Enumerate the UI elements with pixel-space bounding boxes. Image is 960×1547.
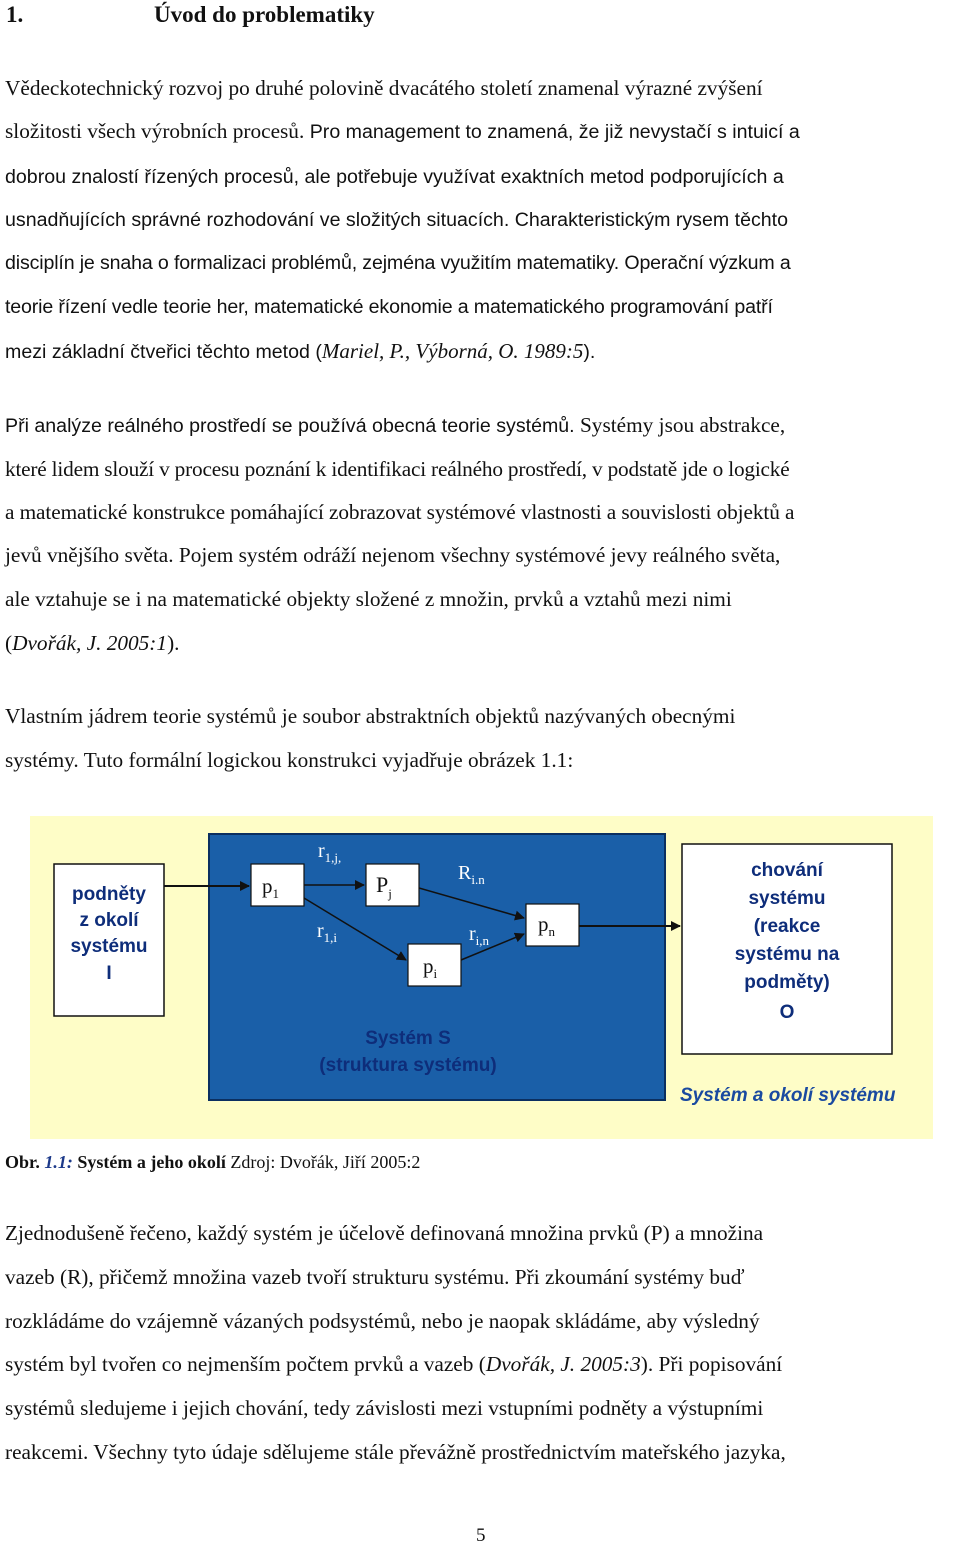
text-line: systémů sledujeme i jejich chování, tedy závislosti mezi vstupními podněty a výstupními <box>5 1396 764 1420</box>
output-line: systému na <box>734 944 840 965</box>
node-pn-label: $p_n$ <box>538 912 555 939</box>
text-span: ). <box>167 631 180 655</box>
input-line: systému <box>70 936 148 957</box>
figure-caption <box>5 1152 420 1173</box>
edge-Rin-label: $R_{i.n}$ <box>458 862 485 887</box>
output-line: podměty) <box>744 972 830 993</box>
caption-label: Obr. <box>5 1152 40 1172</box>
citation: Mariel, P., Výborná, O. 1989:5 <box>321 339 584 363</box>
text-line <box>5 1351 782 1377</box>
input-line: podněty <box>72 884 146 905</box>
text-span: mezi základní čtveřici těchto metod ( <box>5 341 322 363</box>
node-pj <box>366 864 419 906</box>
text-line: teorie řízení vedle teorie her, matematické ekonomie a matematického programování patří <box>5 296 773 318</box>
edge-r1j-label: $r_{1,j,}$ <box>318 840 342 865</box>
text-line: systémy. Tuto formální logickou konstrukci vyjadřuje obrázek 1.1: <box>5 748 574 772</box>
text-line: usnadňujících správné rozhodování ve složitých situacích. Charakteristickým rysem těchto <box>5 209 789 231</box>
text-span: ). Při popisování <box>640 1352 783 1376</box>
text-line: ale vztahuje se i na matematické objekty složené z množin, prvků a vztahů mezi nimi <box>5 587 732 611</box>
edge-rin-label: $r_{i,n}$ <box>469 923 490 948</box>
caption-source: Zdroj: Dvořák, Jiří 2005:2 <box>230 1152 421 1172</box>
text-line: Vlastním jádrem teorie systémů je soubor abstraktních objektů nazývaných obecnými <box>5 704 736 728</box>
text-line: Vědeckotechnický rozvoj po druhé polovině dvacátého století znamenal výrazné zvýšení <box>5 76 763 100</box>
node-p1-label: $p_1$ <box>262 874 279 901</box>
output-line: O <box>779 1002 795 1023</box>
input-line: z okolí <box>79 910 139 931</box>
page-number: 5 <box>476 1525 486 1546</box>
text-line <box>5 338 595 365</box>
node-pj-label: $P_j$ <box>376 872 392 901</box>
text-line: dobrou znalostí řízených procesů, ale potřebuje využívat exaktních metod podporujících a <box>5 166 784 188</box>
text-line: které lidem slouží v procesu poznání k identifikaci reálného prostředí, v podstatě jde o logické <box>5 457 790 481</box>
citation: Dvořák, J. 2005:3 <box>485 1352 641 1376</box>
text-line: rozkládáme do vzájemně vázaných podsystémů, nebo je naopak skládáme, aby výsledný <box>5 1309 760 1333</box>
caption-title: Systém a jeho okolí <box>77 1152 226 1172</box>
text-span: ). <box>583 341 596 363</box>
text-line <box>5 630 179 656</box>
system-label: Systém S <box>365 1028 451 1049</box>
text-span: Pro management to znamená, že již nevystačí s intuicí a <box>304 121 800 143</box>
diagram-svg <box>30 816 933 1139</box>
section-number: 1. <box>6 2 24 27</box>
text-span: Systémy jsou abstrakce, <box>574 413 786 437</box>
text-line: disciplín je snaha o formalizaci problémů, zejména využitím matematiky. Operační výzkum a <box>5 252 791 274</box>
system-diagram <box>30 816 933 1139</box>
caption-number: 1.1: <box>44 1152 73 1172</box>
section-title: Úvod do problematiky <box>154 2 375 27</box>
text-line: Zjednodušeně řečeno, každý systém je účelově definovaná množina prvků (P) a množina <box>5 1221 764 1245</box>
output-line: systému <box>748 888 826 909</box>
text-line <box>5 118 800 145</box>
corner-label: Systém a okolí systému <box>680 1085 896 1106</box>
output-line: (reakce <box>753 916 821 937</box>
edge-r1i-label: $r_{1,i}$ <box>317 920 338 945</box>
output-line: chování <box>751 860 823 881</box>
text-line <box>5 412 785 439</box>
text-line: reakcemi. Všechny tyto údaje sdělujeme stále převážně prostřednictvím mateřského jazyka, <box>5 1440 786 1464</box>
text-span: ( <box>5 631 13 655</box>
citation: Dvořák, J. 2005:1 <box>12 631 168 655</box>
text-span: systém byl tvořen co nejmenším počtem prvků a vazeb ( <box>5 1352 486 1376</box>
text-span: Při analýze reálného prostředí se používá obecná teorie systémů. <box>5 415 575 437</box>
system-sublabel: (struktura systému) <box>319 1055 497 1076</box>
text-line: jevů vnějšího světa. Pojem systém odráží nejenom všechny systémové jevy reálného světa, <box>5 543 781 567</box>
node-pi-label: $p_i$ <box>423 954 438 981</box>
input-line: I <box>106 963 112 984</box>
text-span: složitosti všech výrobních procesů. <box>5 119 305 143</box>
text-line: vazeb (R), přičemž množina vazeb tvoří strukturu systému. Při zkoumání systémy buď <box>5 1265 745 1289</box>
text-line: a matematické konstrukce pomáhající zobrazovat systémové vlastnosti a souvislosti objektů a <box>5 500 795 524</box>
